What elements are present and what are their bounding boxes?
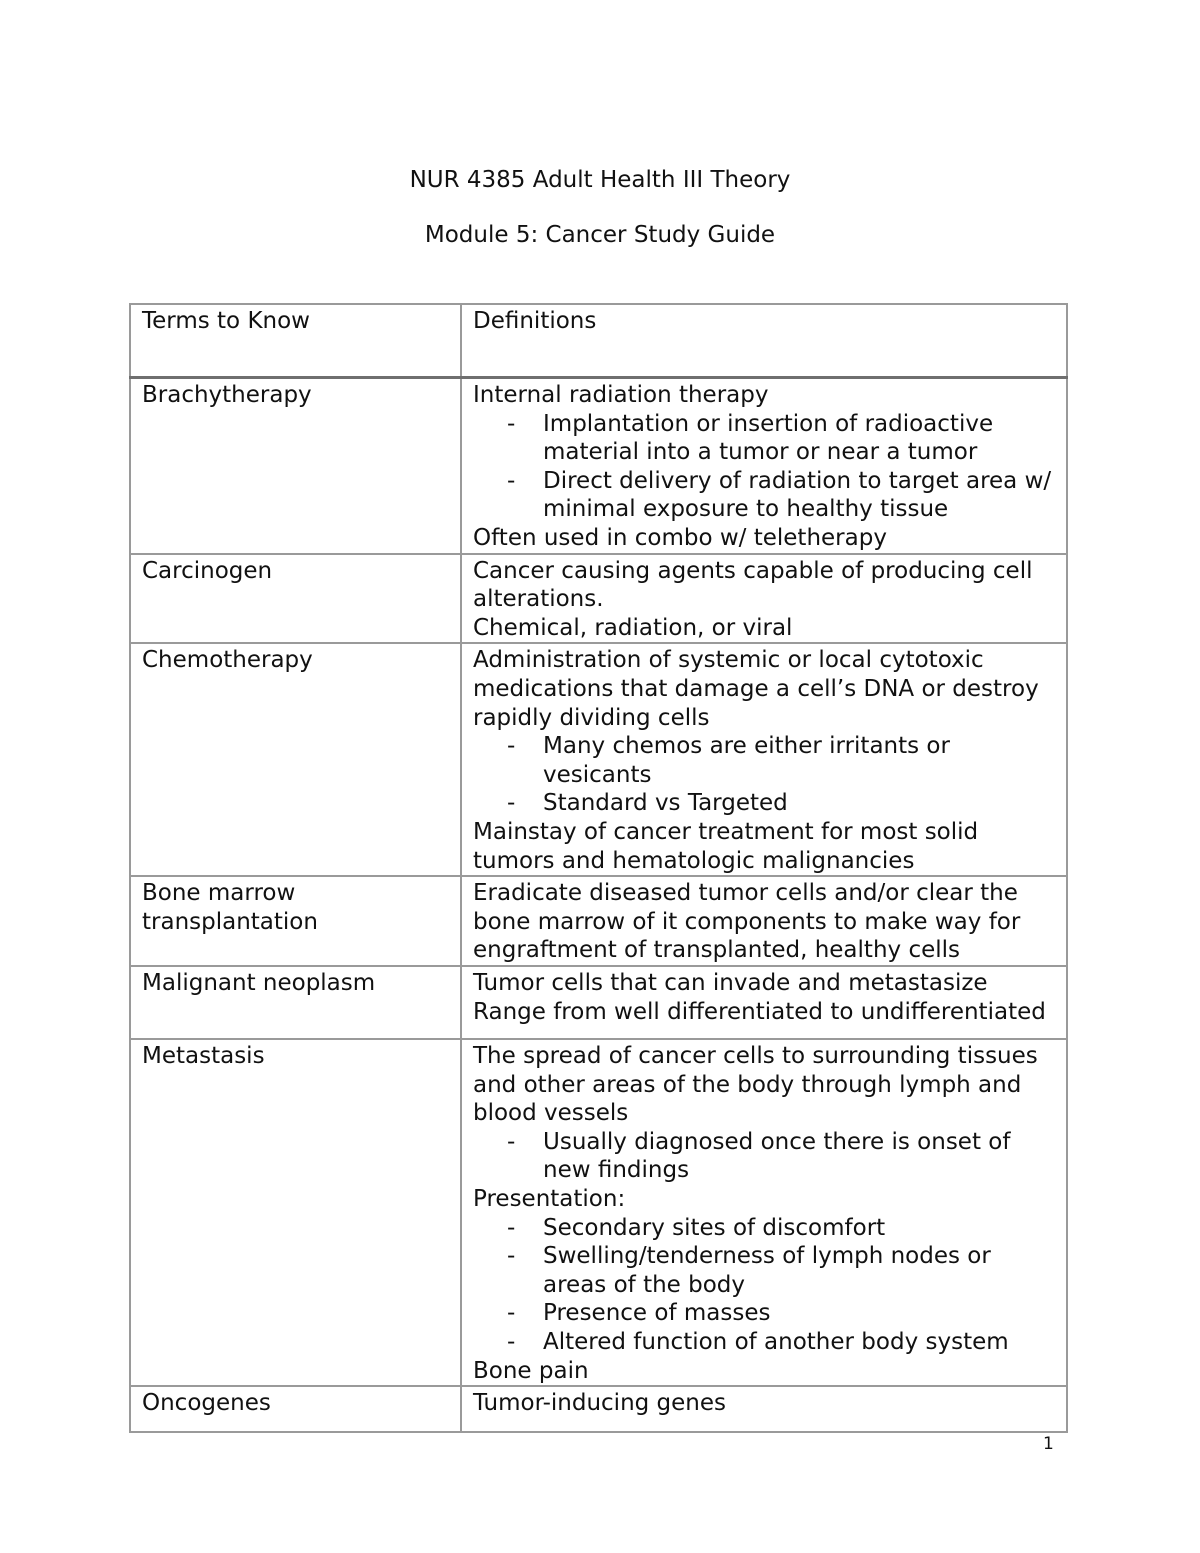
- bullet-item: - Usually diagnosed once there is onset of new findings: [543, 1128, 1058, 1185]
- bullet-item: - Many chemos are either irritants or vesicants: [543, 732, 1058, 789]
- header-terms: Terms to Know: [130, 304, 461, 378]
- presentation-bullets: [473, 1214, 1058, 1357]
- definition-text: Chemical, radiation, or viral: [473, 614, 793, 641]
- definition-text: Administration of systemic or local cytotoxic medications that damage a cell’s DNA or destroy rapidly dividing cells: [473, 647, 1039, 731]
- definition-text: Tumor cells that can invade and metastasize: [473, 970, 988, 997]
- header-definitions: Definitions: [461, 304, 1067, 378]
- definition-cell: [461, 1386, 1067, 1432]
- term-cell: Oncogenes: [130, 1386, 461, 1432]
- table-row: [130, 1386, 1067, 1432]
- definition-bullets: [473, 1128, 1058, 1185]
- term-cell: Chemotherapy: [130, 643, 461, 876]
- table-row: [130, 378, 1067, 554]
- definition-cell: [461, 876, 1067, 966]
- definition-text: Tumor-inducing genes: [473, 1390, 727, 1417]
- definition-text: Often used in combo w/ teletherapy: [473, 524, 887, 551]
- bullet-item: - Presence of masses: [543, 1299, 1058, 1328]
- definition-text: Cancer causing agents capable of producing cell alterations.: [473, 557, 1033, 613]
- definition-cell: [461, 554, 1067, 644]
- table-row: [130, 966, 1067, 1039]
- bullet-item: - Direct delivery of radiation to target area w/ minimal exposure to healthy tissue: [543, 467, 1058, 524]
- definition-text: The spread of cancer cells to surrounding tissues and other areas of the body through lymph and blood vessels: [473, 1043, 1038, 1127]
- term-cell: Carcinogen: [130, 554, 461, 644]
- definition-cell: [461, 1039, 1067, 1386]
- definition-cell: [461, 966, 1067, 1039]
- bullet-item: - Standard vs Targeted: [543, 789, 1058, 818]
- definition-text: Mainstay of cancer treatment for most solid tumors and hematologic malignancies: [473, 818, 979, 874]
- term-cell: Malignant neoplasm: [130, 966, 461, 1039]
- document-subtitle: Module 5: Cancer Study Guide: [424, 222, 776, 248]
- table-row: [130, 643, 1067, 876]
- table-row: [130, 554, 1067, 644]
- bullet-item: - Swelling/tenderness of lymph nodes or areas of the body: [543, 1242, 1058, 1299]
- definition-text: Eradicate diseased tumor cells and/or clear the bone marrow of it components to make way for engraftment of transplanted, healthy cells: [473, 880, 1021, 964]
- bullet-item: - Altered function of another body system: [543, 1328, 1058, 1357]
- table-row: [130, 876, 1067, 966]
- presentation-label: Presentation:: [473, 1186, 626, 1213]
- terms-table: [129, 303, 1068, 1433]
- page-number: 1: [1043, 1434, 1054, 1454]
- definition-text: Range from well differentiated to undifferentiated: [473, 998, 1046, 1025]
- document-title: NUR 4385 Adult Health III Theory: [409, 167, 791, 193]
- definition-bullets: [473, 732, 1058, 818]
- definition-text: Internal radiation therapy: [473, 382, 769, 408]
- table-row: [130, 1039, 1067, 1386]
- definition-cell: [461, 643, 1067, 876]
- bullet-item: - Secondary sites of discomfort: [543, 1214, 1058, 1243]
- term-cell: Metastasis: [130, 1039, 461, 1386]
- definition-bullets: [473, 410, 1058, 524]
- definition-text: Bone pain: [473, 1357, 589, 1384]
- definition-cell: [461, 378, 1067, 554]
- table-header-row: [130, 304, 1067, 378]
- bullet-item: - Implantation or insertion of radioactive material into a tumor or near a tumor: [543, 410, 1058, 467]
- term-cell: Bone marrow transplantation: [130, 876, 461, 966]
- term-cell: Brachytherapy: [130, 378, 461, 554]
